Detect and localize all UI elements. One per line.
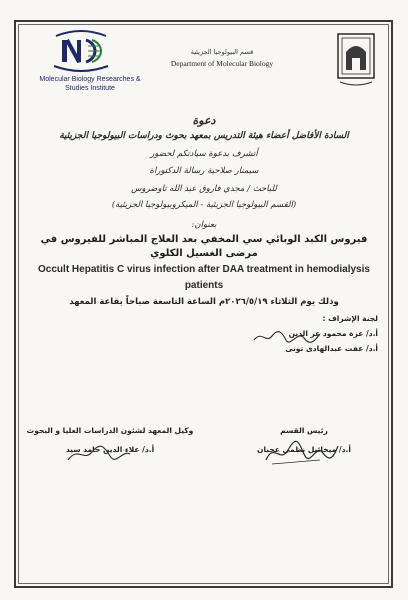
vice-dean-signature	[64, 442, 134, 466]
committee-member: أ.د/ عفت عبدالهادى تونى	[285, 344, 378, 353]
committee-member: أ.د/ عزة محمود عز الدين	[288, 329, 378, 338]
invitation-heading: دعوة	[192, 114, 216, 127]
department-head-name: أ.د/ ميخائيل نظمي عجبان	[257, 444, 351, 454]
invitation-line: سيمنار صلاحية رسالة الدكتوراة	[149, 166, 259, 176]
committee-label: لجنة الإشراف :	[322, 314, 378, 323]
invitation-line: أتشرف بدعوة سيادتكم لحضور	[150, 149, 258, 159]
letterhead	[22, 28, 386, 110]
title-label: بعنوان:	[191, 220, 217, 230]
seminar-date: وذلك يوم الثلاثاء ٢٠٢٦/٥/١٩م الساعة التاسعة صباحاً بقاعة المعهد	[69, 297, 339, 307]
institute-name-en: Molecular Biology Researches & Studies Institute	[39, 76, 141, 92]
department-name-en: Department of Molecular Biology	[170, 59, 274, 68]
thesis-title-ar: فيروس الكبد الوبائي سي المخفي بعد العلاج المباشر للفيروس في مرضى الغسيل الكلوي	[40, 234, 368, 259]
institute-logo	[46, 30, 116, 72]
researcher-name: للباحث / مجدي فاروق عبد الله تاوضروس	[131, 184, 277, 194]
vice-dean-name: أ.د/ علاء الدين حامد سيد	[65, 444, 155, 454]
department-head-title: رئيس القسم	[280, 426, 328, 435]
university-emblem	[334, 32, 378, 88]
vice-dean-title: وكيل المعهد لشئون الدراسات العليا و البحوث	[26, 426, 194, 435]
thesis-title-en: Occult Hepatitis C virus infection after DAA treatment in hemodialysis patients	[38, 264, 370, 291]
department-name-ar: قسم البيولوجيا الجزيئية	[190, 48, 254, 56]
invitation-line: السادة الأفاضل أعضاء هيئة التدريس بمعهد بحوث ودراسات البيولوجيا الجزيئية	[59, 131, 349, 141]
department-line: (القسم البيولوجيا الجزيئية - الميكروبيولوجيا الجزيئية)	[111, 200, 297, 210]
supervisor-signature	[252, 328, 322, 346]
department-head-signature	[262, 438, 342, 468]
